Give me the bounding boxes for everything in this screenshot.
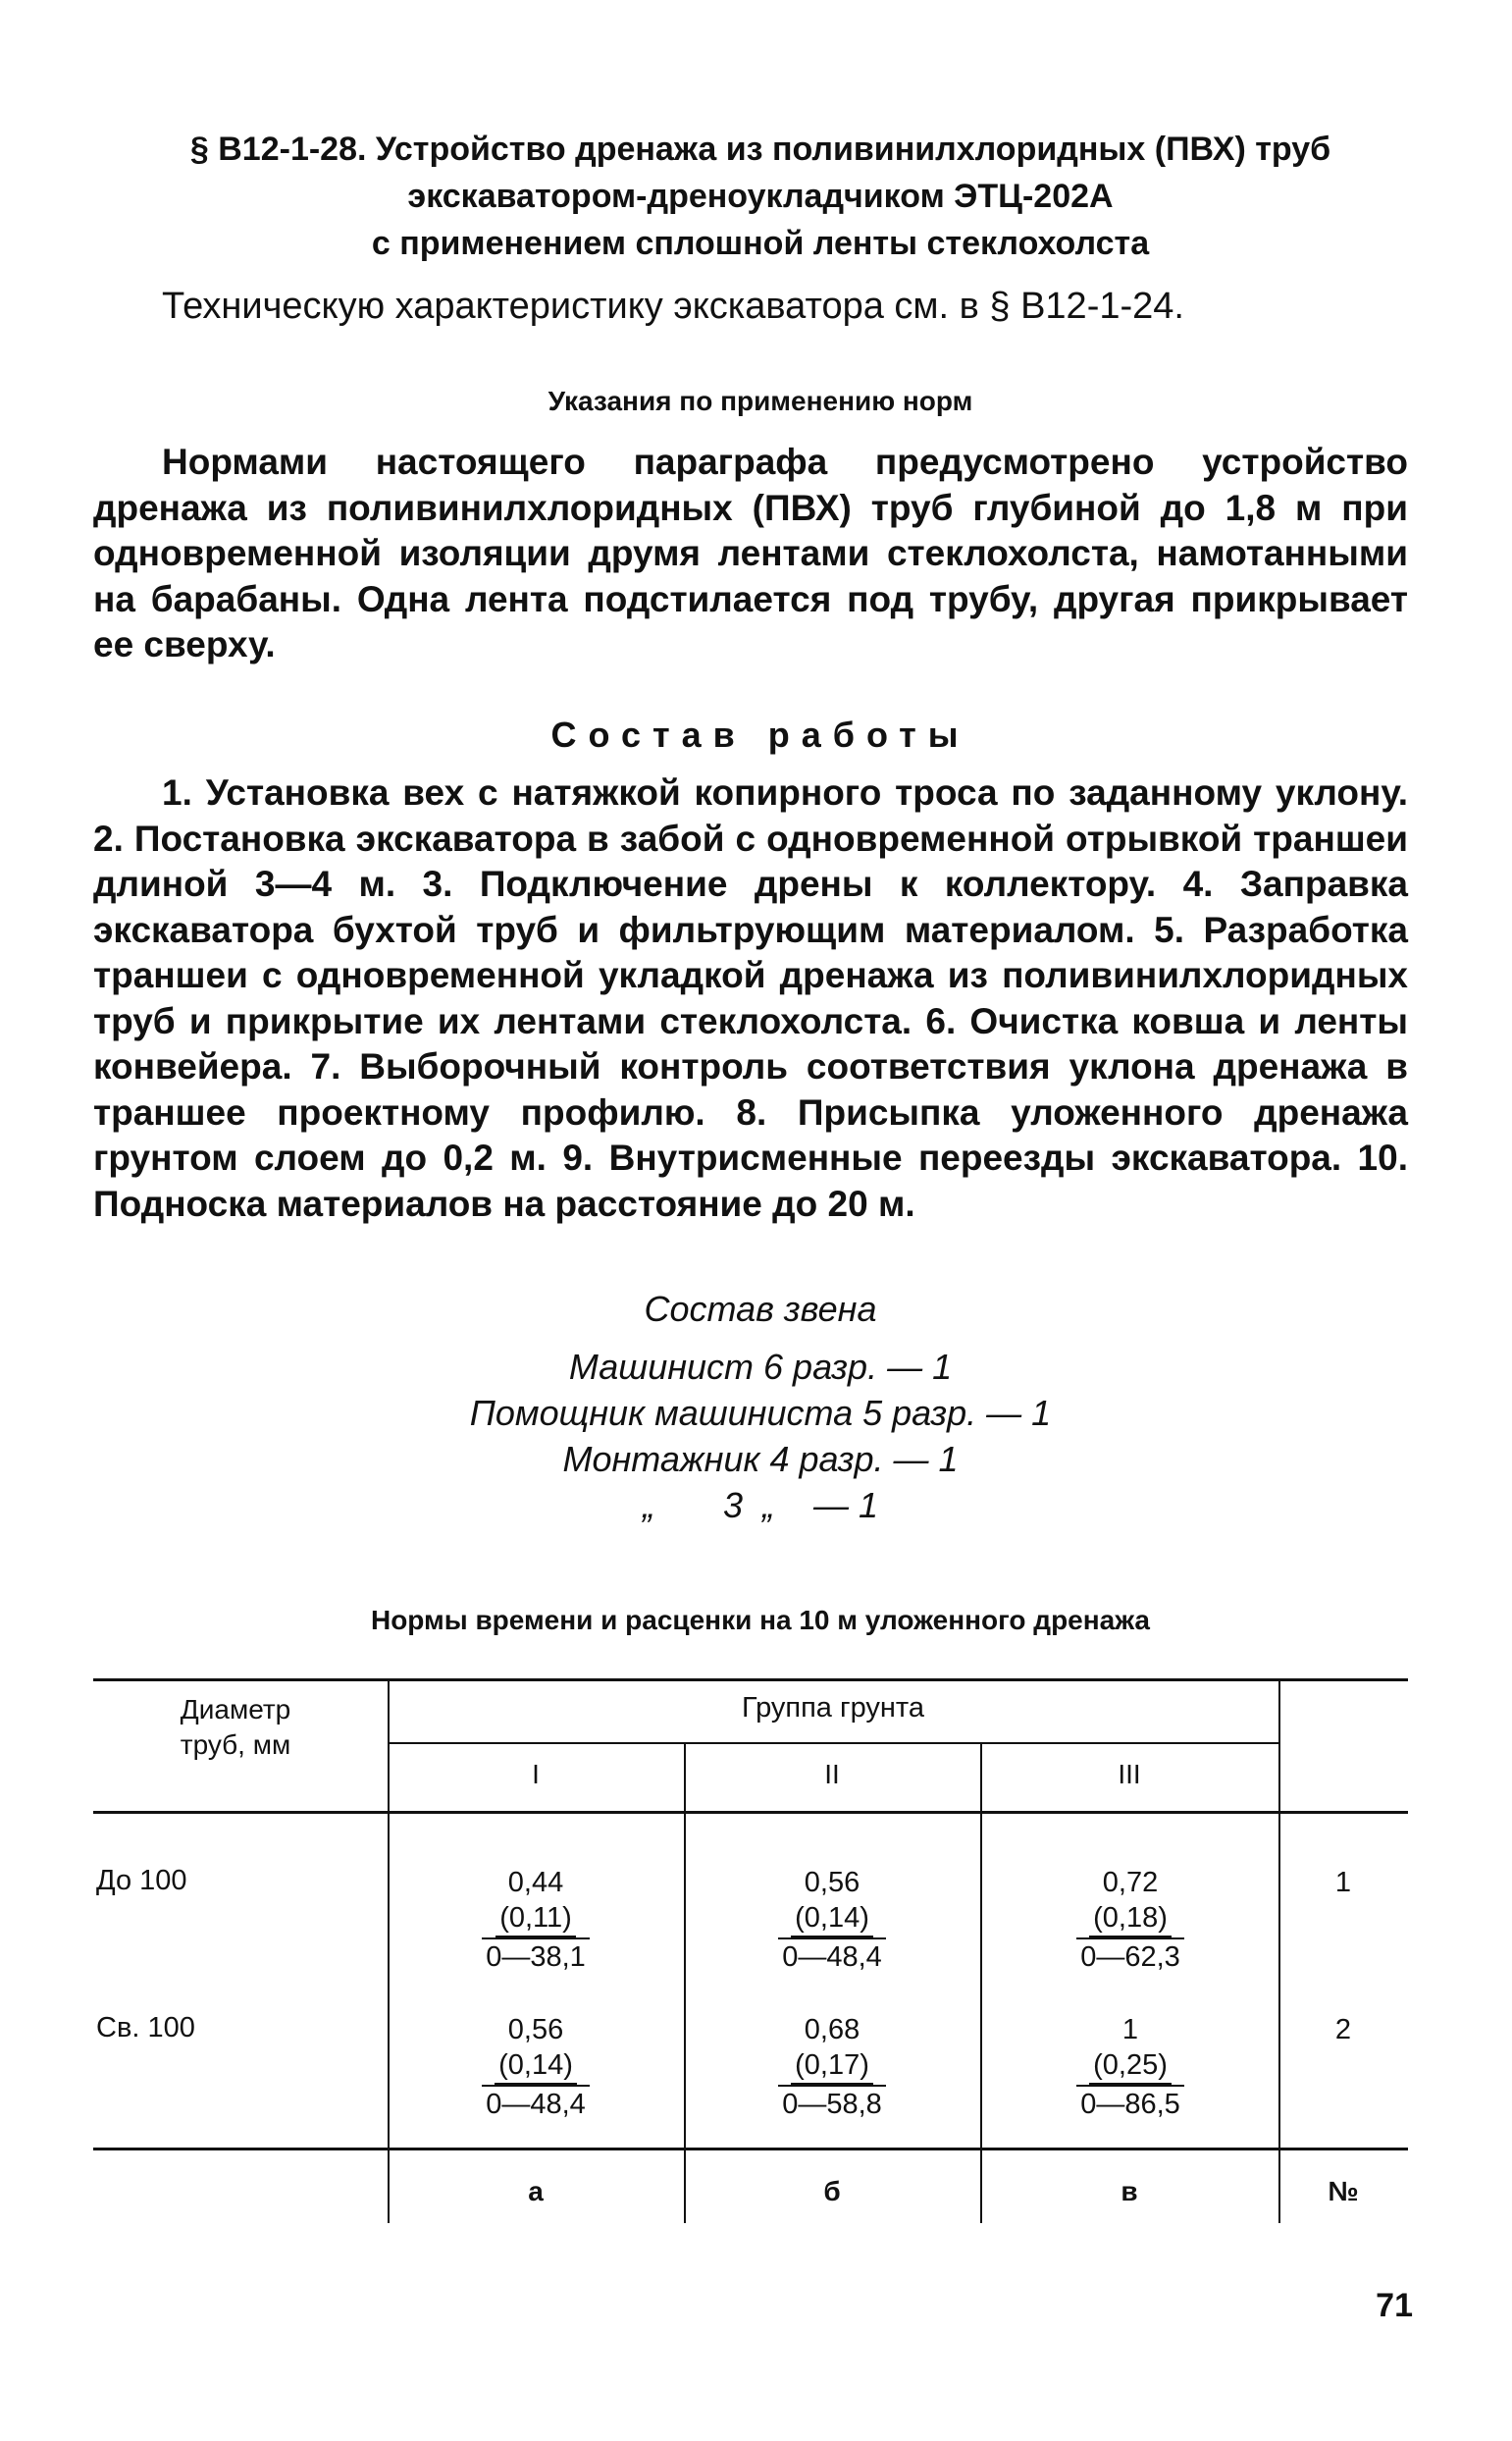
instructions-title: Указания по применению норм [547,386,973,416]
instructions-text: Нормами настоящего параграфа предусмотрено устройство дренажа из поливинилхлоридных (ПВХ) труб глубиной до 1,8 м при одновременной изоляции друмя лентами стеклохолста, намотанными на барабаны. Одна лента подстилается под трубу, другая прикрывает ее сверху. [93,442,1408,664]
row-label: Св. 100 [96,2012,195,2043]
work-text: 1. Установка вех с натяжкой копирного троса по заданному уклону. 2. Постановка экскаватора в забой с одновременной отрывкой траншеи длиной 3—4 м. 3. Подключение дрены к коллектору. 4. Заправка экскаватора бухтой труб и фильтрующим материалом. 5. Разработка траншеи с одновременной укладкой дренажа из поливинилхлоридных труб и прикрытие их лентами стеклохолста. 6. Очистка ковша и ленты конвейера. 7. Выборочный контроль соответствия уклона дренажа в траншее проектному профилю. 8. Присыпка уложенного дренажа грунтом слоем до 0,2 м. 9. Внутрисменные переезды экскаватора. 10. Подноска материалов на расстояние до 20 м. [93,772,1408,1224]
norm-cell [744,1865,920,1975]
footer-col-label: в [1121,2176,1138,2206]
row-number: 1 [1334,1867,1352,1898]
group-rule [388,1742,1280,1744]
norm-rate: 0—86,5 [1076,2085,1184,2122]
norm-paren: (0,14) [791,1900,873,1937]
norm-rate: 0—38,1 [482,1937,590,1975]
group-col: II [824,1759,840,1789]
table-top-rule [93,1678,1408,1681]
crew-block [294,1286,1226,1528]
table-caption: Нормы времени и расценки на 10 м уложенного дренажа [370,1605,1150,1635]
norm-value: 0,56 [507,2014,564,2045]
heading-line-1: § В12-1-28. Устройство дренажа из поливинилхлоридных (ПВХ) труб [189,131,1331,168]
norm-rate: 0—62,3 [1076,1937,1184,1975]
norm-value: 0,56 [804,1867,860,1898]
norm-paren: (0,25) [1089,2047,1172,2085]
heading-line-3: с применением сплошной ленты стеклохолста [371,225,1150,262]
crew-row: Монтажник 4 разр. — 1 [562,1439,959,1479]
norm-value: 0,72 [1102,1867,1159,1898]
col-divider [1278,1678,1280,2223]
norm-value: 0,44 [507,1867,564,1898]
crew-row: Помощник машиниста 5 разр. — 1 [469,1393,1052,1433]
heading-line-2: экскаватором-дреноукладчиком ЭТЦ-202А [407,178,1114,215]
norm-rate: 0—48,4 [482,2085,590,2122]
footer-col-label: б [823,2176,841,2206]
norm-rate: 0—48,4 [778,1937,886,1975]
col-divider [684,1742,686,2223]
crew-title: Состав звена [644,1289,877,1329]
diameter-header: Диаметр труб, мм [180,1694,291,1760]
norm-cell [447,2012,624,2122]
row-number: 2 [1334,2014,1352,2045]
header-bottom-rule [93,1811,1408,1814]
norm-cell [1042,2012,1219,2122]
norm-cell [447,1865,624,1975]
norm-value: 0,68 [804,2014,860,2045]
norm-value: 1 [1121,2014,1139,2045]
group-header: Группа грунта [742,1692,924,1724]
norm-paren: (0,17) [791,2047,873,2085]
norm-paren: (0,18) [1089,1900,1172,1937]
crew-row: „ 3 „ — 1 [642,1485,879,1525]
row-label: До 100 [96,1865,187,1896]
page-number: 71 [1376,2287,1413,2324]
norm-paren: (0,11) [495,1900,576,1937]
group-col: I [532,1759,540,1789]
work-title: Состав работы [550,715,970,755]
norm-cell [1042,1865,1219,1975]
group-col: III [1118,1759,1141,1789]
table-bottom-rule [93,2148,1408,2150]
footer-col-label: а [528,2176,544,2206]
norm-rate: 0—58,8 [778,2085,886,2122]
reference-text: Техническую характеристику экскаватора см. в § В12-1-24. [162,286,1184,327]
section-heading [88,126,1433,267]
norm-cell [744,2012,920,2122]
norm-paren: (0,14) [495,2047,577,2085]
crew-row: Машинист 6 разр. — 1 [568,1347,953,1387]
col-divider [980,1742,982,2223]
footer-number-label: № [1328,2176,1359,2206]
